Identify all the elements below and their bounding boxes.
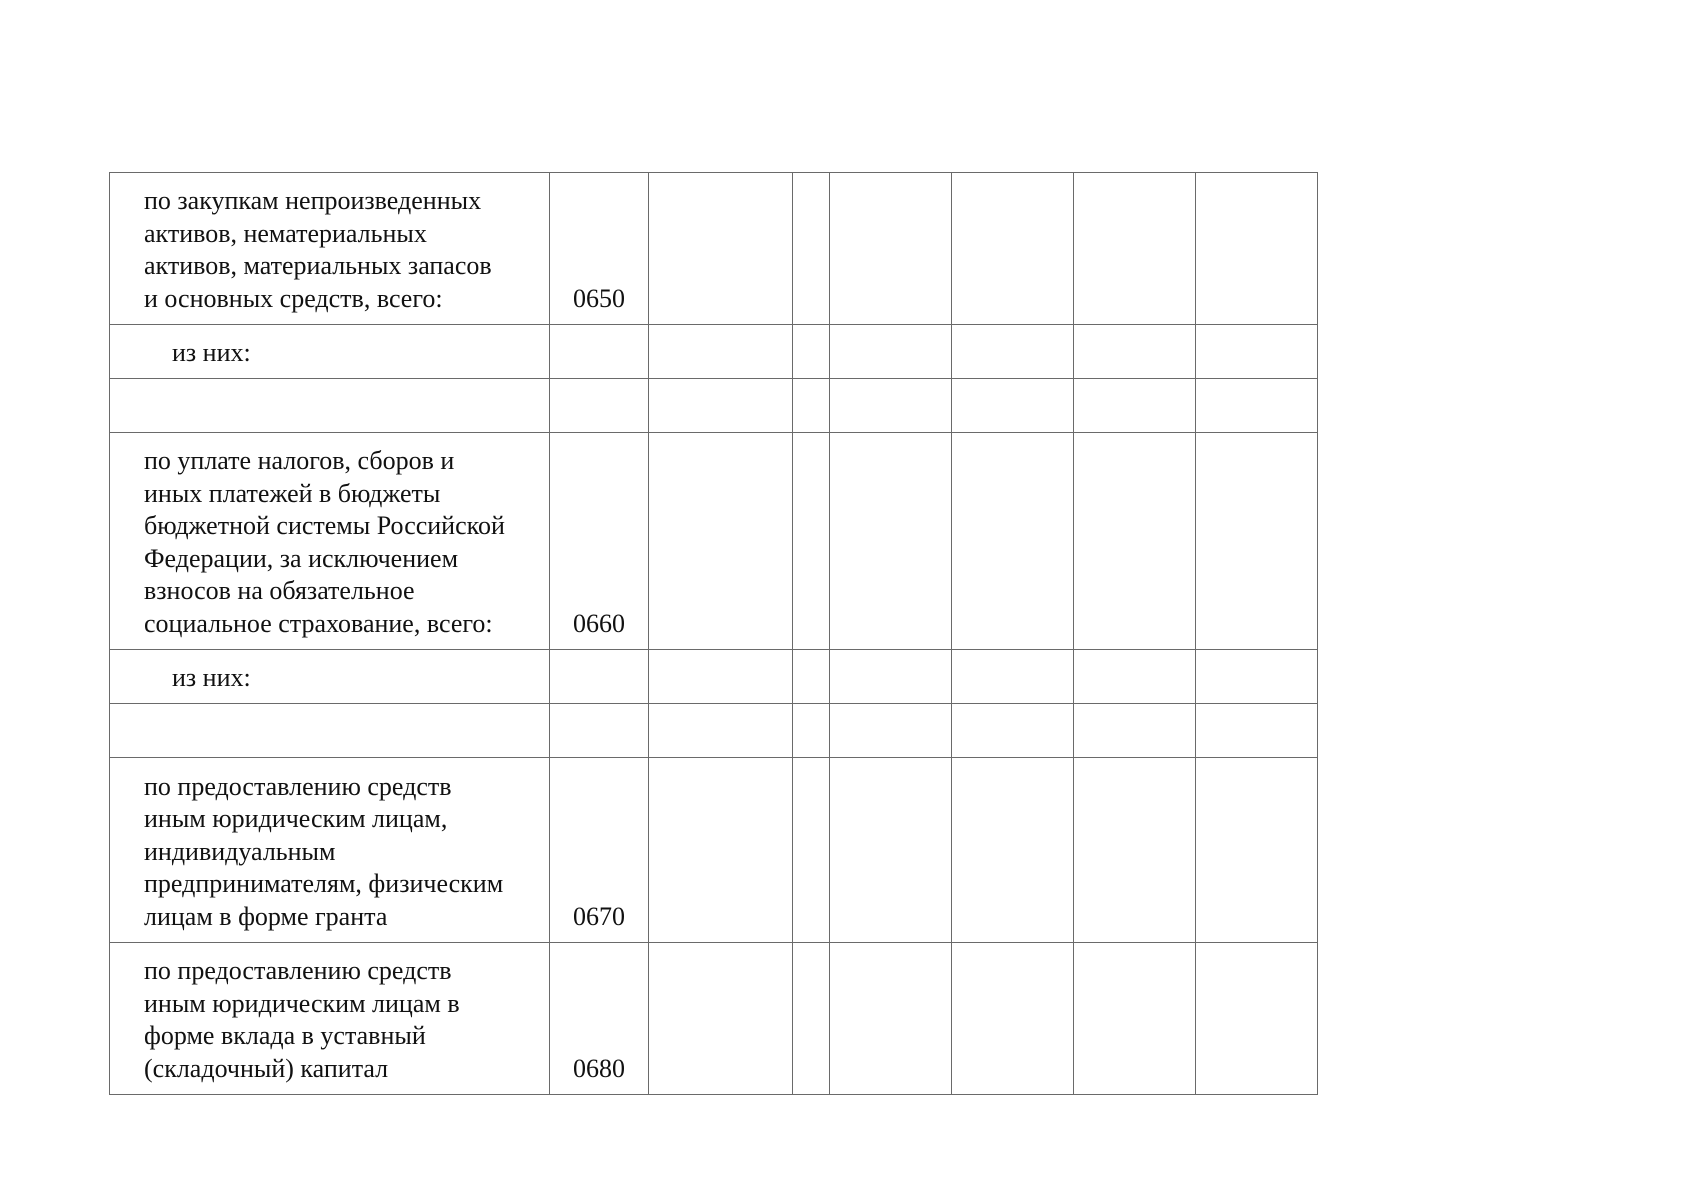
value-cell — [649, 758, 793, 943]
row-description: из них: — [110, 325, 550, 379]
value-cell — [952, 433, 1074, 650]
value-cell — [793, 325, 830, 379]
value-cell — [649, 325, 793, 379]
value-cell — [830, 650, 952, 704]
row-code: 0650 — [550, 173, 649, 325]
value-cell — [952, 325, 1074, 379]
value-cell — [1074, 704, 1196, 758]
value-cell — [1196, 433, 1318, 650]
value-cell — [830, 379, 952, 433]
value-cell — [1074, 650, 1196, 704]
report-table — [109, 172, 1318, 1095]
table-row — [110, 650, 1318, 704]
value-cell — [649, 379, 793, 433]
value-cell — [1196, 943, 1318, 1095]
table-row — [110, 943, 1318, 1095]
row-description: из них: — [110, 650, 550, 704]
value-cell — [1196, 325, 1318, 379]
value-cell — [952, 379, 1074, 433]
value-cell — [952, 704, 1074, 758]
value-cell — [830, 325, 952, 379]
value-cell — [1074, 173, 1196, 325]
value-cell — [1196, 704, 1318, 758]
value-cell — [793, 650, 830, 704]
row-code — [550, 650, 649, 704]
table-row — [110, 758, 1318, 943]
table-row — [110, 704, 1318, 758]
value-cell — [1074, 325, 1196, 379]
value-cell — [793, 758, 830, 943]
value-cell — [830, 704, 952, 758]
value-cell — [1074, 433, 1196, 650]
value-cell — [649, 433, 793, 650]
row-code — [550, 379, 649, 433]
value-cell — [1196, 758, 1318, 943]
value-cell — [952, 758, 1074, 943]
value-cell — [793, 433, 830, 650]
value-cell — [1074, 758, 1196, 943]
row-code: 0660 — [550, 433, 649, 650]
row-description — [110, 379, 550, 433]
table-row — [110, 173, 1318, 325]
row-description: по предоставлению средств иным юридическим лицам, индивидуальным предпринимателям, физическим лицам в форме гранта — [110, 758, 550, 943]
value-cell — [649, 173, 793, 325]
value-cell — [649, 943, 793, 1095]
value-cell — [1074, 379, 1196, 433]
row-code: 0670 — [550, 758, 649, 943]
row-description: по уплате налогов, сборов и иных платежей в бюджеты бюджетной системы Российской Федерации, за исключением взносов на обязательное социальное страхование, всего: — [110, 433, 550, 650]
value-cell — [952, 173, 1074, 325]
value-cell — [952, 650, 1074, 704]
row-code: 0680 — [550, 943, 649, 1095]
table-row — [110, 433, 1318, 650]
row-description: по закупкам непроизведенных активов, нематериальных активов, материальных запасов и основных средств, всего: — [110, 173, 550, 325]
row-description: по предоставлению средств иным юридическим лицам в форме вклада в уставный (складочный) капитал — [110, 943, 550, 1095]
table-row — [110, 325, 1318, 379]
value-cell — [649, 650, 793, 704]
value-cell — [1196, 173, 1318, 325]
value-cell — [830, 173, 952, 325]
value-cell — [830, 943, 952, 1095]
value-cell — [1196, 650, 1318, 704]
value-cell — [793, 379, 830, 433]
row-code — [550, 325, 649, 379]
value-cell — [793, 943, 830, 1095]
value-cell — [1196, 379, 1318, 433]
value-cell — [1074, 943, 1196, 1095]
value-cell — [793, 173, 830, 325]
value-cell — [793, 704, 830, 758]
value-cell — [830, 433, 952, 650]
table-row — [110, 379, 1318, 433]
value-cell — [649, 704, 793, 758]
row-description — [110, 704, 550, 758]
value-cell — [830, 758, 952, 943]
value-cell — [952, 943, 1074, 1095]
row-code — [550, 704, 649, 758]
